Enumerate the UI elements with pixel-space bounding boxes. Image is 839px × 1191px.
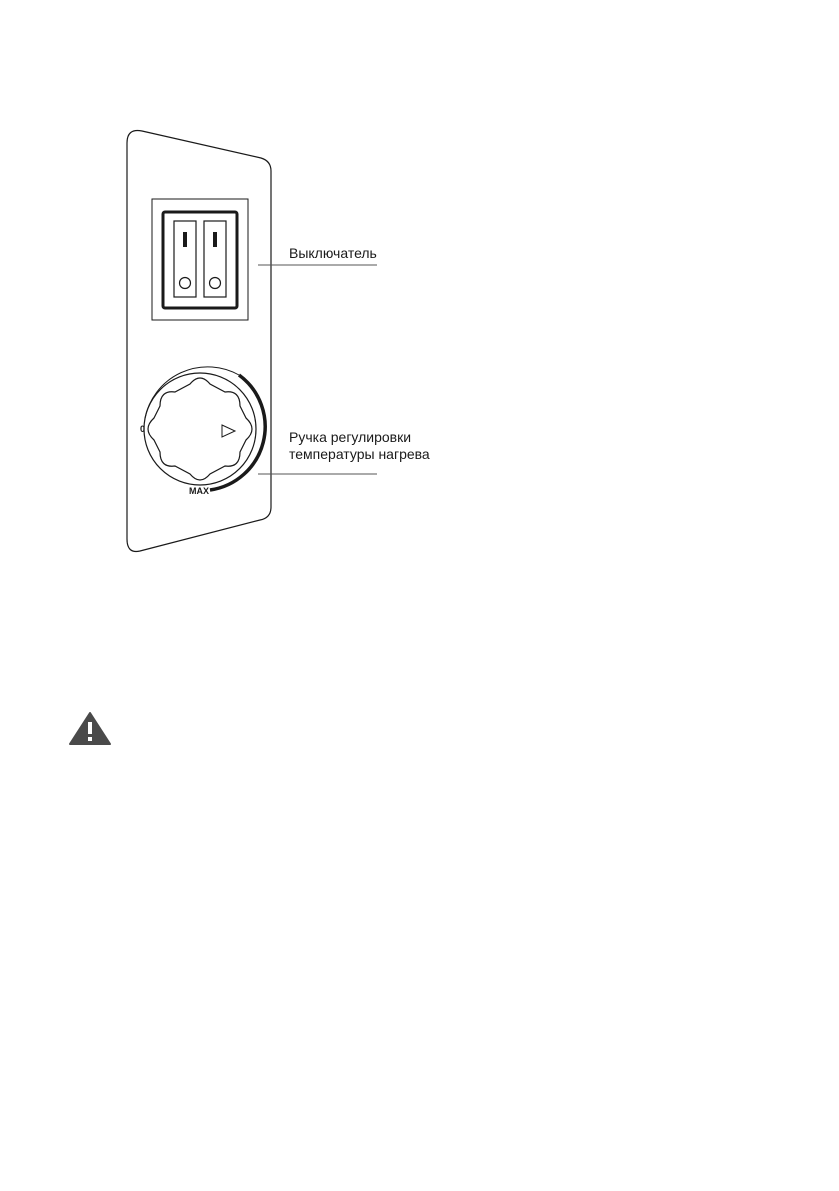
rocker-right-on-mark [213,232,217,247]
switch-label: Выключатель [289,245,377,261]
thermostat-knob[interactable] [140,367,265,496]
rocker-left-on-mark [183,232,187,247]
warning-triangle-icon [70,713,110,744]
knob-label-line-2: температуры нагрева [289,446,430,462]
scale-min-label: 0 [140,424,146,434]
knob-label-line-1: Ручка регулировки [289,429,412,445]
knob-grip[interactable] [148,378,252,480]
scale-max-label: MAX [189,486,209,496]
rocker-left-off-mark [180,278,191,289]
rocker-right-off-mark [210,278,221,289]
switch-housing [152,199,248,320]
power-switch[interactable] [152,199,248,320]
